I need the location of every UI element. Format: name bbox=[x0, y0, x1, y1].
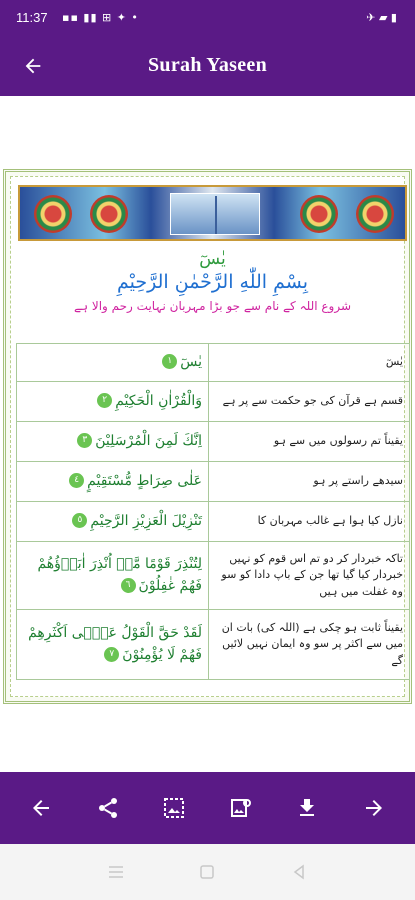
ayah-number-icon: ١ bbox=[162, 354, 177, 369]
ayah-number-icon: ٤ bbox=[69, 473, 84, 488]
verse-arabic-text: تَنْزِيْلَ الْعَزِيْزِ الرَّحِيْمِ bbox=[90, 512, 202, 529]
ornament-icon bbox=[34, 195, 72, 233]
bottom-toolbar bbox=[0, 772, 415, 844]
next-button[interactable] bbox=[354, 788, 394, 828]
verse-row bbox=[17, 502, 410, 542]
ornament-icon bbox=[90, 195, 128, 233]
status-battery-icons: ✈ ▰ ▮ bbox=[366, 11, 397, 24]
app-bar bbox=[0, 36, 415, 96]
verse-arabic bbox=[17, 542, 209, 610]
verse-arabic-text: يٰسٓ bbox=[180, 353, 202, 370]
verse-arabic bbox=[17, 462, 209, 502]
image-icon bbox=[162, 796, 186, 820]
ornament-icon bbox=[356, 195, 394, 233]
ayah-number-icon: ٧ bbox=[104, 647, 119, 662]
save-image-button[interactable] bbox=[221, 788, 261, 828]
ayah-number-icon: ٦ bbox=[121, 578, 136, 593]
image-save-icon bbox=[229, 796, 253, 820]
ayah-number-icon: ٢ bbox=[97, 393, 112, 408]
verse-translation: نازل کیا ہوا ہے غالب مہربان کا bbox=[209, 502, 410, 542]
verse-translation: سیدھے راستے پر ہو bbox=[209, 462, 410, 502]
verse-translation: یقیناً ثابت ہو چکی ہے (اللہ کی) بات ان میں سے اکثر پر سو وہ ایمان نہیں لائیں گے bbox=[209, 610, 410, 680]
verses-table bbox=[16, 343, 410, 680]
view-image-button[interactable] bbox=[154, 788, 194, 828]
prev-arrow-icon bbox=[29, 796, 53, 820]
share-button[interactable] bbox=[88, 788, 128, 828]
open-book-icon bbox=[170, 193, 260, 235]
verse-arabic bbox=[17, 502, 209, 542]
verse-row bbox=[17, 462, 410, 502]
menu-icon bbox=[107, 863, 125, 881]
verse-translation: تاکہ خبردار کر دو تم اس قوم کو نہیں خبردار کیا گیا تھا جن کے باپ دادا کو سو وہ غفلت میں ہیں bbox=[209, 542, 410, 610]
verse-arabic-text: وَالْقُرْاٰنِ الْحَكِيْمِ bbox=[115, 392, 202, 409]
status-bar bbox=[0, 0, 415, 36]
back-triangle-icon bbox=[291, 864, 307, 880]
system-nav-bar bbox=[0, 844, 415, 900]
bismillah-translation: شروع اللہ کے نام سے جو بڑا مہربان نہایت رحم والا ہے bbox=[73, 299, 352, 313]
verse-row bbox=[17, 610, 410, 680]
verse-arabic bbox=[17, 382, 209, 422]
verse-row bbox=[17, 344, 410, 382]
previous-button[interactable] bbox=[21, 788, 61, 828]
verse-arabic-text: اِنَّكَ لَمِنَ الْمُرْسَلِيْنَ bbox=[95, 432, 202, 449]
home-square-icon bbox=[199, 864, 215, 880]
download-button[interactable] bbox=[287, 788, 327, 828]
ayah-number-icon: ٣ bbox=[77, 433, 92, 448]
verse-arabic-text: عَلٰى صِرَاطٍ مُّسْتَقِيْمٍ bbox=[87, 472, 202, 489]
quran-page bbox=[3, 169, 412, 704]
status-time: 11:37 bbox=[16, 10, 48, 25]
ornament-icon bbox=[300, 195, 338, 233]
surah-content bbox=[16, 243, 409, 667]
verse-arabic-text: لَقَدْ حَقَّ الْقَوْلُ عَلٰۤى اَكْثَرِهِمْ فَهُمْ لَا يُؤْمِنُوْنَ bbox=[28, 624, 202, 663]
header-banner-image bbox=[18, 185, 407, 241]
verse-translation: یٰسٓ bbox=[209, 344, 410, 382]
ayah-number-icon: ٥ bbox=[72, 513, 87, 528]
download-icon bbox=[295, 796, 319, 820]
verse-translation: قسم ہے قرآن کی جو حکمت سے پر ہے bbox=[209, 382, 410, 422]
verse-arabic bbox=[17, 344, 209, 382]
verse-arabic bbox=[17, 610, 209, 680]
back-nav-button[interactable] bbox=[279, 852, 319, 892]
verse-row bbox=[17, 422, 410, 462]
verse-row bbox=[17, 382, 410, 422]
share-icon bbox=[96, 796, 120, 820]
verse-row bbox=[17, 542, 410, 610]
surah-name: يٰسٓ bbox=[199, 249, 226, 269]
recent-apps-button[interactable] bbox=[96, 852, 136, 892]
verse-arabic-text: لِتُنْذِرَ قَوْمًا مَّاۤ اُنْذِرَ اٰبَاۤؤُهُمْ فَهُمْ غٰفِلُوْنَ bbox=[37, 555, 202, 594]
quran-page-inner bbox=[10, 176, 405, 697]
bismillah: بِسْمِ اللّٰهِ الرَّحْمٰنِ الرَّحِيْمِ bbox=[117, 271, 308, 293]
next-arrow-icon bbox=[362, 796, 386, 820]
status-network-icons: ▪▪ ▮▮ ⊞ ✦ • bbox=[62, 11, 139, 24]
page-title: Surah Yaseen bbox=[148, 54, 267, 76]
verse-arabic bbox=[17, 422, 209, 462]
verse-translation: یقیناً تم رسولوں میں سے ہو bbox=[209, 422, 410, 462]
home-button[interactable] bbox=[187, 852, 227, 892]
